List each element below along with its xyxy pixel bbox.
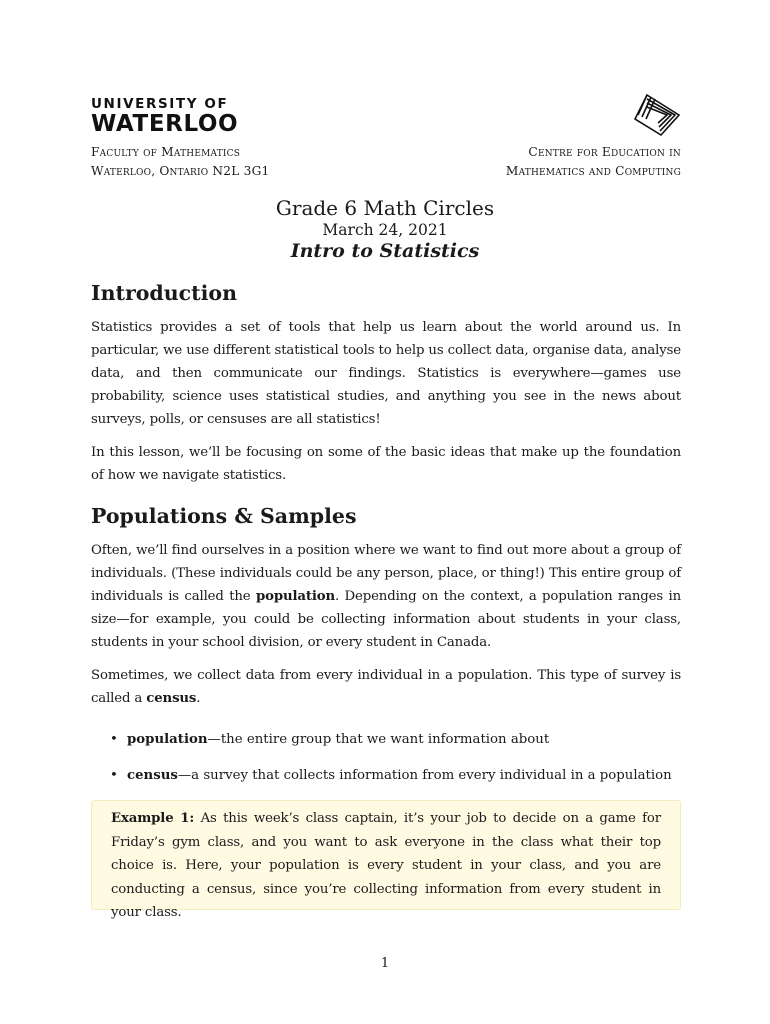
centre-name [506, 143, 681, 181]
term-census: census [146, 691, 197, 706]
list-definition: —a survey that collects information from every individual in a population [177, 768, 672, 783]
term-population: population [255, 589, 335, 604]
page-number: 1 [380, 956, 390, 971]
document-date: March 24, 2021 [322, 221, 448, 239]
intro-paragraph-2: In this lesson, we’ll be focusing on some of the basic ideas that make up the foundation of how we navigate statistics. [91, 445, 681, 483]
example-text [111, 807, 661, 925]
bullet-icon: • [110, 732, 118, 747]
faculty-line2: Waterloo, Ontario N2L 3G1 [91, 164, 270, 178]
populations-paragraph-1 [91, 539, 681, 654]
document-subtitle: Intro to Statistics [290, 240, 480, 262]
section-heading-introduction: Introduction [91, 281, 237, 305]
example-body: As this week’s class captain, it’s your job to decide on a game for Friday’s gym class, and you want to ask everyone in the class what their top choice is. Here, your population is every student in your class, and you are conducting a census, since you’re collecting information from every student in your class. [111, 811, 661, 920]
logo-line1: UNIVERSITY OF [91, 96, 229, 112]
faculty-line1: Faculty of Mathematics [91, 145, 241, 159]
definition-list [110, 730, 690, 802]
cemc-logo-icon [633, 93, 681, 137]
logo-line2: WATERLOO [91, 111, 239, 137]
example-label: Example 1: [111, 811, 195, 826]
text-run: . [196, 691, 201, 706]
populations-paragraph-2 [91, 664, 681, 710]
example-box [91, 800, 681, 920]
list-term: census [127, 768, 178, 783]
document-title: Grade 6 Math Circles [275, 196, 495, 220]
faculty-address [91, 143, 269, 181]
list-item [110, 730, 690, 750]
centre-line2: Mathematics and Computing [505, 164, 681, 178]
list-item [110, 766, 690, 786]
section-heading-populations: Populations & Samples [91, 504, 357, 528]
list-definition: —the entire group that we want information about [207, 732, 550, 747]
list-term: population [127, 732, 208, 747]
title-block [0, 195, 770, 263]
intro-paragraph-1: Statistics provides a set of tools that help us learn about the world around us. In particular, we use different statistical tools to help us collect data, organise data, analyse data, and then communicate our findings. Statistics is everywhere—games use probability, science uses statistical studies, and anything you see in the news about surveys, polls, or censuses are all statistics! [91, 320, 681, 427]
text-run: Often, we’ll find ourselves in a position where we want to find out more about a group of individuals. (These individuals could be any person, place, or thing!) This entire group of individuals is called the [91, 543, 681, 604]
bullet-icon: • [110, 768, 118, 783]
centre-line1: Centre for Education in [528, 145, 681, 159]
text-run: Sometimes, we collect data from every individual in a population. This type of survey is called a [91, 668, 681, 706]
university-of-waterloo-logo [91, 96, 238, 136]
text-run: . Depending on the context, a population ranges in size—for example, you could be collecting information about students in your class, students in your school division, or every student in Canada. [91, 589, 682, 650]
